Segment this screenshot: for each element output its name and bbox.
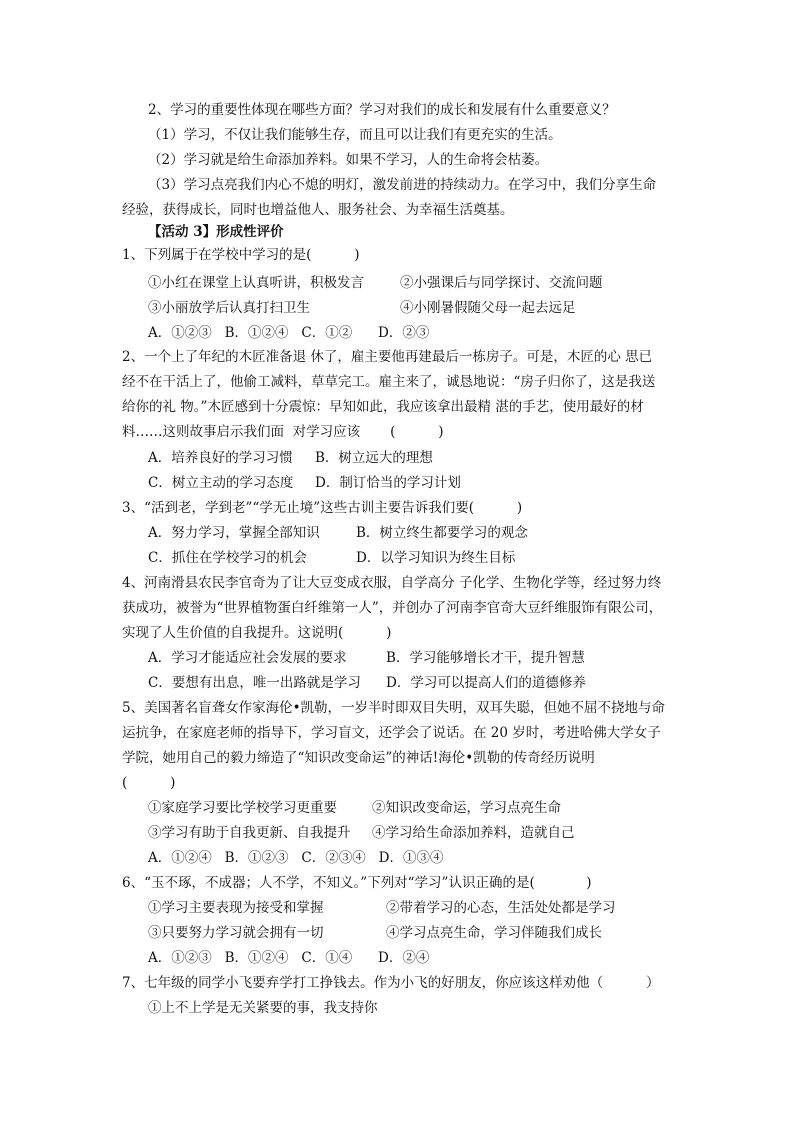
activity-title: 【活动 3】形成性评价 [148, 224, 284, 240]
q3-option-b: B．树立终生都要学习的观念 [356, 525, 528, 541]
q1-option-4: ④小刚暑假随父母一起去远足 [400, 300, 576, 316]
q2-line-1: 2、一个上了年纪的木匠准备退 休了，雇主要他再建最后一栋房子。可是，木匠的心 思已 [122, 349, 653, 365]
q1-option-1: ①小红在课堂上认真听讲，积极发言 [148, 275, 364, 291]
q5-option-4: ④学习给生命添加养料，造就自己 [372, 825, 575, 841]
q5-option-3: ③学习有助于自我更新、自我提升 [148, 825, 351, 841]
q4-line-1: 4、河南滑县农民李官奇为了让大豆变成衣服，自学高分 子化学、生物化学等，经过努力终 [122, 575, 662, 591]
q4-option-d: D．学习可以提高人们的道德修养 [386, 675, 586, 691]
q2-line-2: 经不在干活上了，他偷工减料，草草完工。雇主来了，诚恳地说：“房子归你了，这是我送 [122, 374, 656, 390]
q6-option-3: ③只要努力学习就会拥有一切 [148, 925, 324, 941]
q2-option-c: C．树立主动的学习态度 [148, 475, 294, 491]
q5-line-1: 5、美国著名盲聋女作家海伦•凯勒，一岁半时即双目失明，双耳失聪，但她不屈不挠地与命 [122, 700, 666, 716]
q2-option-b: B．树立远大的理想 [315, 450, 433, 466]
q5-option-2: ②知识改变命运，学习点亮生命 [372, 800, 561, 816]
q1-option-3: ③小丽放学后认真打扫卫生 [148, 300, 310, 316]
q3-option-a: A．努力学习，掌握全部知识 [148, 525, 320, 541]
q6-option-2: ②带着学习的心态，生活处处都是学习 [386, 900, 616, 916]
q7-stem: 7、七年级的同学小飞要弃学打工挣钱去。作为小飞的好朋友，你应该这样劝他（ ） [122, 975, 660, 991]
question-2-heading: 2、学习的重要性体现在哪些方面？学习对我们的成长和发展有什么重要意义？ [148, 102, 616, 118]
q4-option-c: C．要想有出息，唯一出路就是学习 [148, 675, 361, 691]
q6-option-1: ①学习主要表现为接受和掌握 [148, 900, 324, 916]
q4-option-a: A．学习才能适应社会发展的要求 [148, 650, 347, 666]
answer-2: （2）学习就是给生命添加养料。如果不学习，人的生命将会枯萎。 [148, 152, 549, 168]
q1-option-2: ②小强课后与同学探讨、交流问题 [400, 275, 603, 291]
q6-stem: 6、“玉不琢，不成器；人不学，不知义。”下列对“学习”认识正确的是( ) [122, 875, 592, 891]
q6-option-4: ④学习点亮生命，学习伴随我们成长 [386, 925, 602, 941]
q5-choices: A．①②④ B．①②③ C．②③④ D．①③④ [148, 850, 444, 866]
q6-choices: A．①②③ B．①②④ C．①④ D．②④ [148, 950, 430, 966]
q2-option-d: D．制订恰当的学习计划 [315, 475, 461, 491]
q3-stem: 3、“活到老，学到老”“学无止境”这些古训主要告诉我们要( ) [122, 500, 523, 516]
q5-line-3: 学院，她用自己的毅力缔造了“知识改变命运”的神话!海伦•凯勒的传奇经历说明 [122, 750, 595, 766]
q3-option-d: D．以学习知识为终生目标 [356, 550, 516, 566]
answer-3-line-2: 经验，获得成长，同时也增益他人、服务社会、为幸福生活奠基。 [122, 202, 514, 218]
q7-option-1: ①上不上学是无关紧要的事，我支持你 [148, 1000, 378, 1016]
q1-choices: A．①②③ B．①②④ C．①② D．②③ [148, 325, 430, 341]
answer-3-line-1: （3）学习点亮我们内心不熄的明灯，激发前进的持续动力。在学习中，我们分享生命 [148, 177, 657, 193]
q2-line-4: 料……这则故事启示我们面 对学习应该 ( ) [122, 424, 444, 440]
q4-line-3: 实现了人生价值的自我提升。这说明( ) [122, 625, 392, 641]
q4-option-b: B．学习能够增长才干，提升智慧 [386, 650, 585, 666]
q1-stem: 1、下列属于在学校中学习的是( ) [122, 247, 360, 263]
q5-option-1: ①家庭学习要比学校学习更重要 [148, 800, 337, 816]
q3-option-c: C．抓住在学校学习的机会 [148, 550, 307, 566]
q4-line-2: 获成功，被誉为“世界植物蛋白纤维第一人”，并创办了河南李官奇大豆纤维服饰有限公司， [122, 600, 663, 616]
q5-line-2: 运抗争，在家庭老师的指导下，学习盲文，还学会了说话。在 20 岁时，考进哈佛大学女子 [122, 725, 661, 741]
q2-option-a: A．培养良好的学习习惯 [148, 450, 293, 466]
answer-1: （1）学习，不仅让我们能够生存，而且可以让我们有更充实的生活。 [148, 127, 562, 143]
q2-line-3: 给你的礼 物。”木匠感到十分震惊：早知如此，我应该拿出最精 湛的手艺，使用最好的材 [122, 399, 644, 415]
q5-line-4: ( ) [122, 775, 176, 791]
